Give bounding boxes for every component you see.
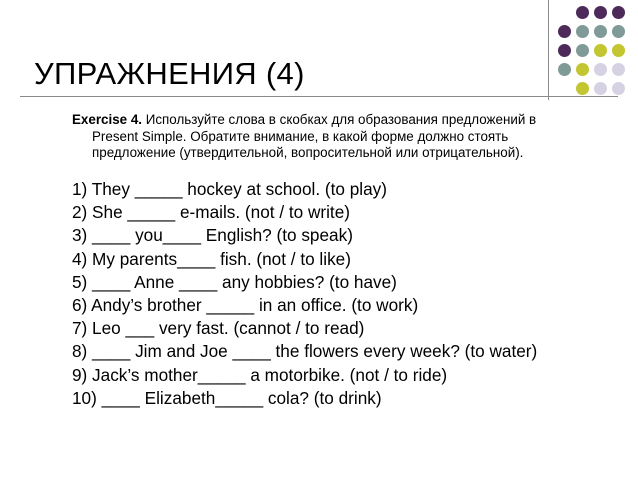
- dot-purple: [594, 6, 607, 19]
- exercise-item: 9) Jack’s mother_____ a motorbike. (not / to ride): [72, 364, 448, 385]
- dot-purple: [576, 6, 589, 19]
- instruction-line-1: [72, 112, 602, 129]
- dot-teal: [612, 25, 625, 38]
- dot-teal: [576, 44, 589, 57]
- dot-lavender: [612, 82, 625, 95]
- exercise-item: 7) Leo ___ very fast. (cannot / to read): [72, 318, 365, 339]
- dot-purple: [558, 25, 571, 38]
- dot-purple: [558, 44, 571, 57]
- instruction-line-2: Present Simple. Обратите внимание, в какой форме должно стоять: [92, 128, 509, 144]
- dot-olive: [576, 63, 589, 76]
- exercise-item: 3) ____ you____ English? (to speak): [72, 225, 353, 246]
- exercise-item: 2) She _____ e-mails. (not / to write): [72, 202, 350, 223]
- exercise-item: 10) ____ Elizabeth_____ cola? (to drink): [72, 387, 382, 408]
- decorative-dot-grid: [558, 0, 638, 100]
- exercise-instruction: [72, 112, 602, 162]
- instruction-line-3: предложение (утвердительной, вопросительной или отрицательной).: [92, 145, 524, 160]
- dot-lavender: [594, 82, 607, 95]
- instruction-text-1: Используйте слова в скобках для образования предложений в: [142, 112, 537, 127]
- exercise-item: 6) Andy’s brother _____ in an office. (to work): [72, 295, 419, 316]
- dot-lavender: [612, 63, 625, 76]
- exercise-item: 5) ____ Anne ____ any hobbies? (to have): [72, 271, 397, 292]
- dot-olive: [594, 44, 607, 57]
- exercise-item: 4) My parents____ fish. (not / to like): [72, 248, 351, 269]
- dot-olive: [612, 44, 625, 57]
- exercise-item: 1) They _____ hockey at school. (to play): [72, 179, 387, 199]
- horizontal-divider: [20, 96, 618, 97]
- dot-lavender: [594, 63, 607, 76]
- dot-purple: [612, 6, 625, 19]
- dot-teal: [558, 63, 571, 76]
- dot-teal: [576, 25, 589, 38]
- exercise-label: Exercise 4.: [72, 112, 142, 127]
- vertical-divider: [548, 0, 549, 100]
- dot-olive: [576, 82, 589, 95]
- exercise-item: 8) ____ Jim and Joe ____ the flowers every week? (to water): [72, 341, 538, 362]
- slide-title: УПРАЖНЕНИЯ (4): [34, 56, 305, 91]
- dot-teal: [594, 25, 607, 38]
- exercise-list: [72, 178, 612, 410]
